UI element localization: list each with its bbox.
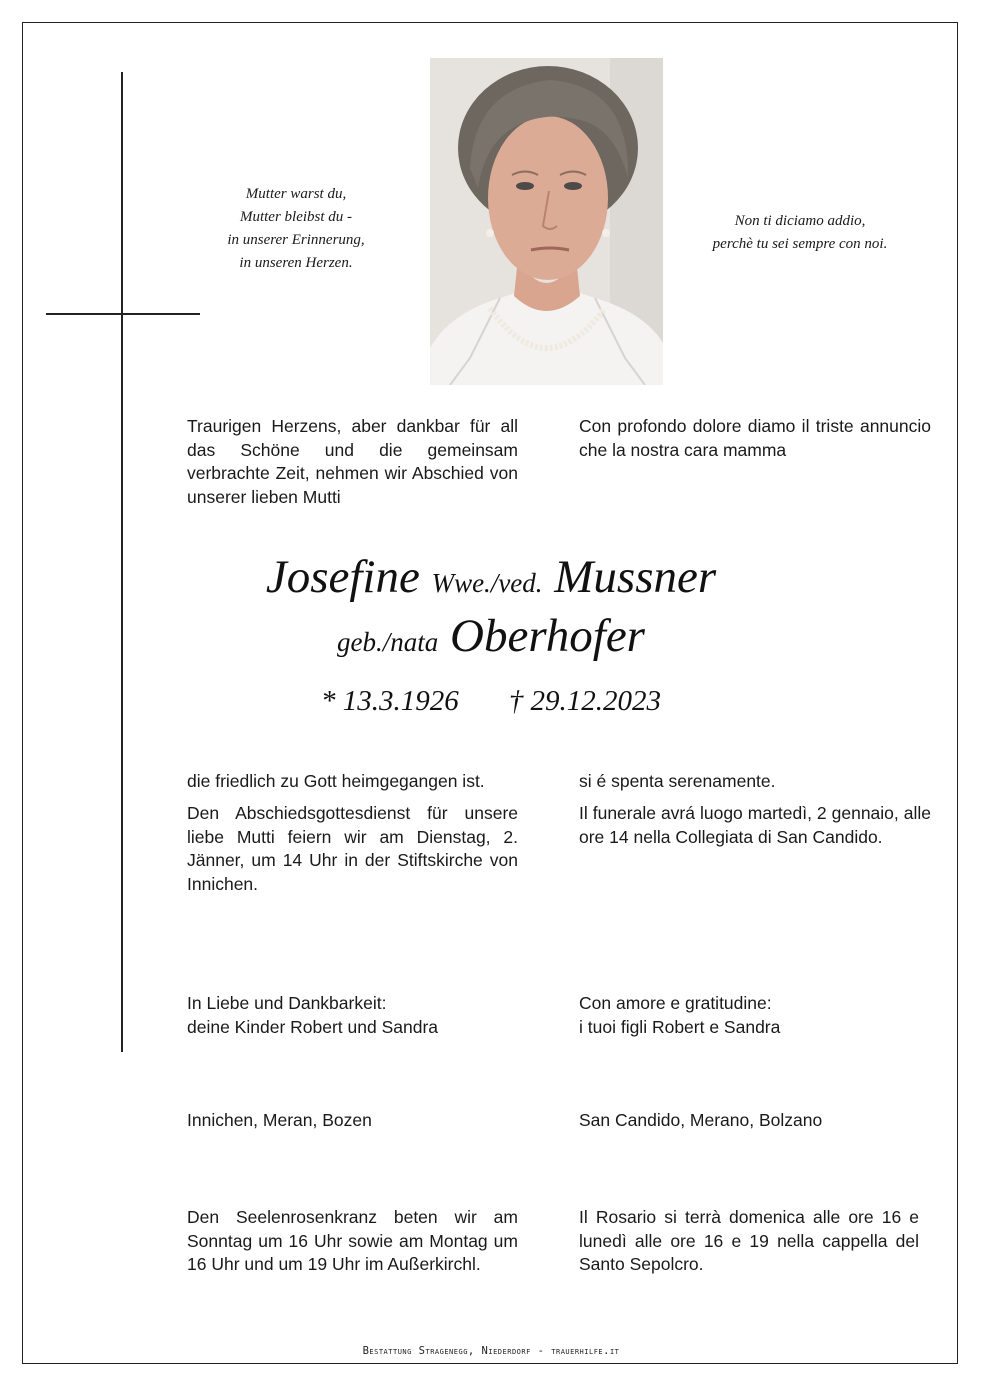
portrait-photo	[430, 58, 663, 385]
maiden-name-line	[0, 606, 982, 672]
mourners-german	[187, 992, 518, 1039]
intro-italian: Con profondo dolore diamo il triste annuncio che la nostra cara mamma	[579, 416, 931, 460]
funeral-german: Den Abschiedsgottesdienst für unsere liebe Mutti feiern wir am Dienstag, 2. Jänner, um 14 Uhr in der Stiftskirche von Innichen.	[187, 803, 518, 894]
mourners-german-line1: In Liebe und Dankbarkeit:	[187, 993, 387, 1013]
quote-italian: Non ti diciamo addio, perchè tu sei sempre con noi.	[712, 213, 888, 252]
footer-undertaker: Bestattung Stragenegg, Niederdorf - trauerhilfe.it	[362, 1345, 620, 1357]
rosary-italian: Il Rosario si terrà domenica alle ore 16 e lunedì alle ore 16 e 19 nella cappella del Santo Sepolcro.	[579, 1207, 919, 1274]
life-dates	[0, 682, 982, 720]
mourners-italian	[579, 992, 931, 1039]
birth-date: * 13.3.1926	[321, 685, 459, 717]
cross-horizontal-bar	[46, 313, 200, 315]
death-date: † 29.12.2023	[508, 685, 661, 717]
mourners-german-line2: deine Kinder Robert und Sandra	[187, 1016, 439, 1037]
first-name: Josefine	[265, 551, 420, 603]
mourners-italian-line2: i tuoi figli Robert e Sandra	[579, 1016, 781, 1037]
rosary-german: Den Seelenrosenkranz beten wir am Sonntag um 16 Uhr sowie am Montag um 16 Uhr und um 19 Uhr im Außerkirchl.	[187, 1207, 518, 1274]
passed-italian: si é spenta serenamente.	[579, 771, 776, 791]
funeral-italian: Il funerale avrá luogo martedì, 2 gennaio, alle ore 14 nella Collegiata di San Candido.	[579, 803, 931, 847]
widow-label: Wwe./ved.	[431, 568, 543, 598]
deceased-name	[0, 547, 982, 613]
mourners-italian-line1: Con amore e gratitudine:	[579, 993, 772, 1013]
quote-german: Mutter warst du, Mutter bleibst du - in unserer Erinnerung, in unseren Herzen.	[227, 186, 365, 271]
born-label: geb./nata	[337, 627, 439, 657]
places-german: Innichen, Meran, Bozen	[187, 1110, 372, 1130]
surname: Mussner	[554, 551, 717, 603]
maiden-name: Oberhofer	[450, 610, 645, 662]
places-italian: San Candido, Merano, Bolzano	[579, 1110, 823, 1130]
passed-german: die friedlich zu Gott heimgegangen ist.	[187, 771, 485, 791]
intro-german: Traurigen Herzens, aber dankbar für all das Schöne und die gemeinsam verbrachte Zeit, nehmen wir Abschied von unserer lieben Mutti	[187, 416, 518, 507]
